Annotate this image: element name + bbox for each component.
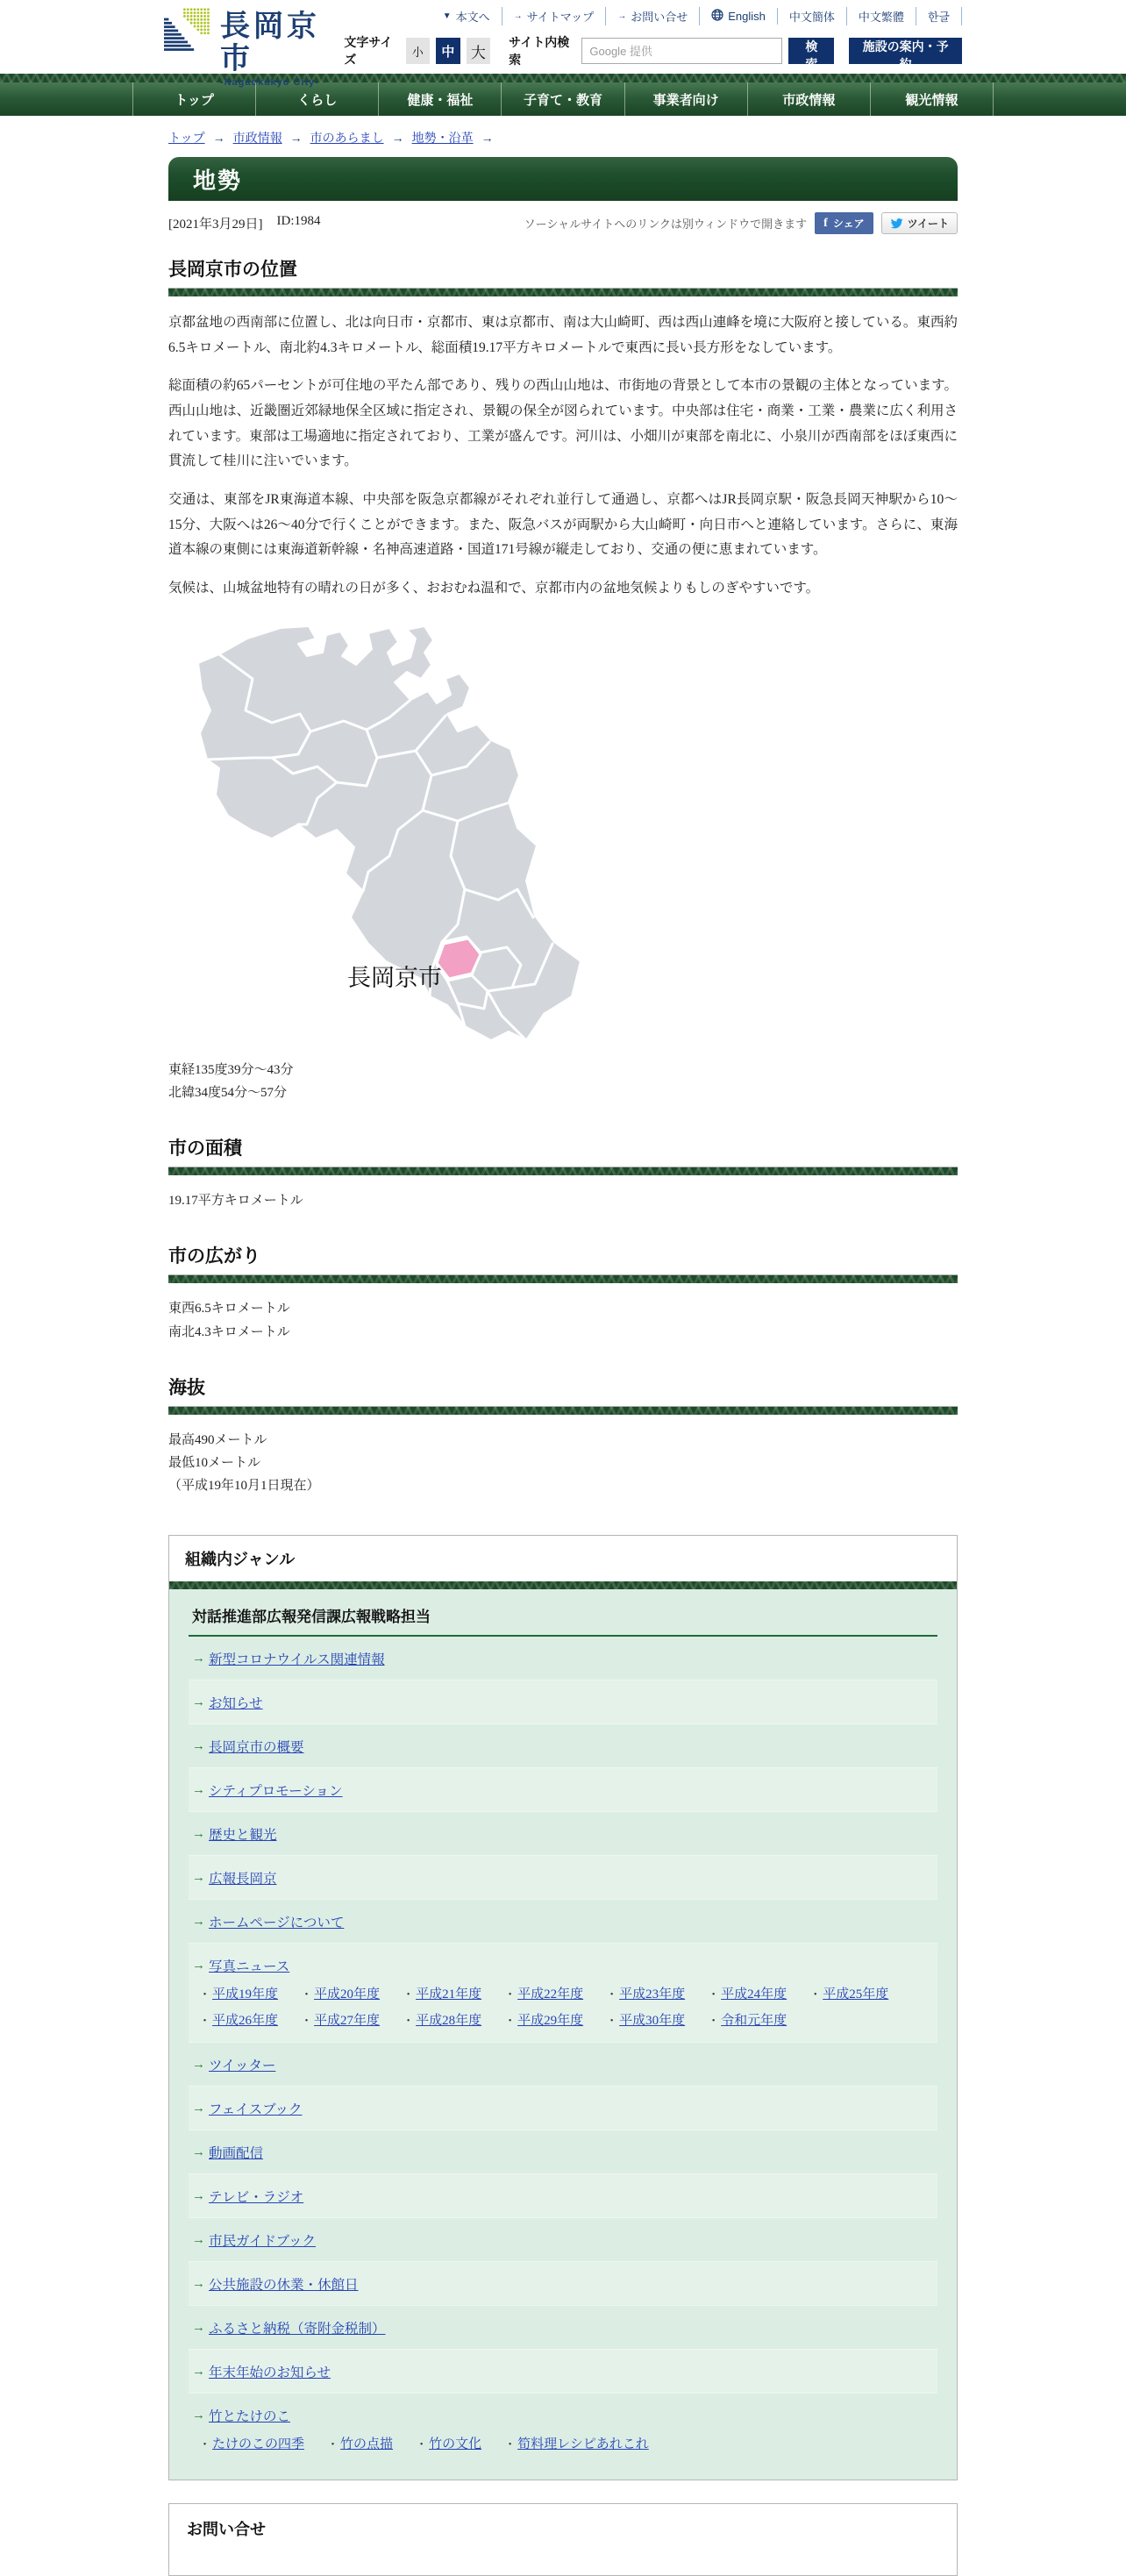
top-link-2[interactable] xyxy=(606,7,700,25)
search-input[interactable] xyxy=(581,38,782,64)
genre-link-row xyxy=(189,2173,937,2217)
genre-box-band xyxy=(169,1581,957,1589)
location-paragraphs xyxy=(168,310,958,602)
top-link-label: 中文繁體 xyxy=(858,11,904,24)
bullet-icon: ・ xyxy=(606,2013,618,2027)
meta-left xyxy=(168,214,321,232)
nav-item-6[interactable]: 観光情報 xyxy=(870,82,994,116)
bullet-icon: ・ xyxy=(301,1987,313,2001)
genre-link-row xyxy=(189,1855,937,1899)
genre-link-row xyxy=(189,2086,937,2130)
page-title-bar xyxy=(168,157,958,201)
twitter-icon xyxy=(890,218,903,229)
green-arrow-icon: → xyxy=(192,2232,205,2248)
publish-date: [2021年3月29日] xyxy=(168,218,263,232)
genre-link-row xyxy=(189,2393,937,2465)
extent-values xyxy=(168,1297,958,1344)
facility-guide-button[interactable]: 施設の案内・予約 xyxy=(849,38,962,64)
location-paragraph-0: 京都盆地の西南部に位置し、北は向日市・京都市、東は京都市、南は大山崎町、西は西山連峰を境に大阪府と接している。東西約6.5キロメートル、南北約4.3キロメートル、総面積19.17平方キロメートルで東西に長い長方形をなしています。 xyxy=(168,315,958,355)
genre-sublink-item xyxy=(301,1984,380,2002)
genre-link-main xyxy=(192,1780,934,1800)
top-link-label: English xyxy=(728,10,766,23)
genre-sublink[interactable]: 平成29年度 xyxy=(517,2013,584,2028)
genre-box-body xyxy=(169,1589,957,2480)
genre-link[interactable]: ふるさと納税（寄附金税制） xyxy=(209,2321,386,2337)
genre-box-title: 組織内ジャンル xyxy=(185,1550,296,1568)
genre-sublink[interactable]: 平成19年度 xyxy=(212,1987,279,2002)
genre-sublink[interactable]: 平成28年度 xyxy=(416,2013,482,2028)
genre-sublink[interactable]: 平成21年度 xyxy=(416,1987,482,2002)
genre-link-row xyxy=(189,2305,937,2349)
genre-link-main xyxy=(192,1912,934,1931)
genre-link-main xyxy=(192,1693,934,1712)
page-id: ID:1984 xyxy=(276,214,321,228)
genre-link-row xyxy=(189,2217,937,2261)
kyoto-prefecture-map-image xyxy=(168,626,624,1047)
genre-sublink-item xyxy=(606,2010,685,2029)
genre-link-main xyxy=(192,1824,934,1844)
facebook-share-button[interactable] xyxy=(815,212,873,234)
genre-link[interactable]: 歴史と観光 xyxy=(209,1827,277,1843)
meta-row xyxy=(168,212,958,234)
green-arrow-icon: → xyxy=(192,2144,205,2160)
genre-sublink-item xyxy=(301,2010,380,2029)
green-arrow-icon: → xyxy=(192,2276,205,2292)
logo-text xyxy=(220,5,344,88)
text-line: 最高490メートル xyxy=(168,1432,267,1447)
page-title: 地勢 xyxy=(193,167,243,194)
top-link-1[interactable] xyxy=(502,7,607,25)
top-link-0[interactable] xyxy=(431,7,502,25)
genre-link-main xyxy=(192,2230,934,2250)
genre-sublink[interactable]: 平成23年度 xyxy=(619,1987,686,2002)
genre-link-main xyxy=(192,2143,934,2162)
genre-sublink[interactable]: 平成30年度 xyxy=(619,2013,686,2028)
nav-item-4[interactable]: 事業者向け xyxy=(624,82,747,116)
bullet-icon: ・ xyxy=(199,2013,211,2027)
genre-link-row xyxy=(189,1680,937,1723)
breadcrumb-arrow-icon: → xyxy=(212,131,225,145)
text-line: 最低10メートル xyxy=(168,1456,261,1471)
contact-title: お問い合せ xyxy=(187,2520,266,2538)
breadcrumb-link-3[interactable]: 地勢・沿革 xyxy=(411,131,474,145)
contact-box xyxy=(168,2503,958,2576)
genre-link-main xyxy=(192,2055,934,2074)
green-arrow-icon: → xyxy=(192,1695,205,1710)
meta-right xyxy=(524,212,958,234)
green-arrow-icon: → xyxy=(192,1826,205,1842)
genre-sublink-item xyxy=(403,1984,481,2002)
section-band xyxy=(168,1167,958,1175)
green-arrow-icon: → xyxy=(192,1651,205,1666)
genre-link[interactable]: 広報長岡京 xyxy=(209,1871,277,1887)
prefecture-map xyxy=(168,626,624,1052)
site-header xyxy=(164,0,962,88)
genre-link[interactable]: フェイスブック xyxy=(209,2101,303,2117)
breadcrumb-link-1[interactable]: 市政情報 xyxy=(232,131,282,145)
bullet-icon: ・ xyxy=(327,2437,339,2451)
bullet-icon: ・ xyxy=(403,1987,415,2001)
bullet-icon: ・ xyxy=(504,2013,517,2027)
arrow-icon: → xyxy=(513,11,523,21)
genre-sublinks xyxy=(192,1984,934,2029)
genre-sublink-item xyxy=(416,2434,481,2452)
bullet-icon: ・ xyxy=(199,2437,211,2451)
bullet-icon: ・ xyxy=(606,1987,618,2001)
breadcrumb-arrow-icon: → xyxy=(289,131,303,145)
globe-icon-wrap xyxy=(711,9,723,24)
genre-link[interactable]: ホームページについて xyxy=(209,1915,345,1930)
genre-link-main xyxy=(192,1956,934,1975)
text-line: 東経135度39分～43分 xyxy=(168,1062,294,1077)
genre-link[interactable]: 長岡京市の概要 xyxy=(209,1739,304,1755)
green-arrow-icon: → xyxy=(192,1870,205,1886)
bullet-icon: ・ xyxy=(708,2013,720,2027)
top-link-4[interactable] xyxy=(778,7,847,25)
globe-icon xyxy=(711,9,723,21)
green-arrow-icon: → xyxy=(192,1914,205,1930)
city-logo-icon xyxy=(164,5,211,56)
breadcrumb xyxy=(168,129,958,146)
location-paragraph-3: 気候は、山城盆地特有の晴れの日が多く、おおむね温和で、京都市内の盆地気候よりもしのぎやすいです。 xyxy=(168,581,820,596)
genre-sublink[interactable]: 筍料理レシピあれこれ xyxy=(517,2437,649,2451)
genre-sublink[interactable]: 平成24年度 xyxy=(721,1987,787,2002)
genre-sublink-item xyxy=(504,1984,583,2002)
arrow-icon: → xyxy=(617,11,627,21)
genre-link-main xyxy=(192,1649,934,1668)
genre-link-main xyxy=(192,2187,934,2206)
genre-link-row xyxy=(189,1723,937,1767)
green-arrow-icon: → xyxy=(192,2364,205,2380)
bullet-icon: ・ xyxy=(301,2013,313,2027)
tweet-button[interactable] xyxy=(881,212,958,234)
nav-item-1[interactable]: くらし xyxy=(255,82,378,116)
site-title: 長岡京市 xyxy=(219,10,320,76)
genre-links xyxy=(189,1637,937,2465)
search-button[interactable]: 検索 xyxy=(788,38,834,64)
green-arrow-icon: → xyxy=(192,2188,205,2204)
top-link-label: お問い合せ xyxy=(631,11,688,24)
green-arrow-icon: → xyxy=(192,2320,205,2336)
green-arrow-icon: → xyxy=(192,1782,205,1798)
section-heading-location: 長岡京市の位置 xyxy=(168,255,958,289)
genre-sublink-item xyxy=(403,2010,481,2029)
genre-link[interactable]: 新型コロナウイルス関連情報 xyxy=(209,1652,385,1667)
font-size-label: 文字サイズ xyxy=(344,35,393,67)
text-line: 北緯34度54分～57分 xyxy=(168,1085,288,1100)
top-link-5[interactable] xyxy=(847,7,916,25)
main-nav-list xyxy=(132,82,994,116)
bullet-icon: ・ xyxy=(199,1987,211,2001)
green-arrow-icon: → xyxy=(192,1738,205,1754)
genre-sublink-item xyxy=(708,1984,787,2002)
genre-sublink-item xyxy=(504,2434,649,2452)
header-right xyxy=(344,5,962,71)
genre-sublink[interactable]: 竹の文化 xyxy=(429,2437,482,2451)
social-note: ソーシャルサイトへのリンクは別ウィンドウで開きます xyxy=(524,218,808,231)
genre-link[interactable]: 写真ニュース xyxy=(209,1959,290,1974)
font-size-large-button[interactable]: 大 xyxy=(467,38,491,64)
site-subtitle: -Nagaokakyo City- xyxy=(219,76,319,88)
genre-sublink[interactable]: 令和元年度 xyxy=(721,2013,787,2028)
genre-link[interactable]: 竹とたけのこ xyxy=(209,2408,291,2424)
tweet-label: ツイート xyxy=(907,218,949,230)
main-nav xyxy=(0,82,1126,116)
genre-link-main xyxy=(192,1868,934,1887)
genre-link-main xyxy=(192,2274,934,2294)
top-link-label: 本文へ xyxy=(455,11,490,24)
top-link-6[interactable] xyxy=(916,7,962,25)
nav-item-0[interactable]: トップ xyxy=(132,82,255,116)
genre-link[interactable]: シティプロモーション xyxy=(209,1783,343,1799)
top-link-label: 中文簡体 xyxy=(788,11,835,24)
genre-box xyxy=(168,1535,958,2480)
genre-sublink[interactable]: 竹の点描 xyxy=(340,2437,394,2451)
genre-link[interactable]: 動画配信 xyxy=(209,2145,264,2161)
down-arrow-icon: ▼ xyxy=(442,11,452,21)
section-heading-extent: 市の広がり xyxy=(168,1242,958,1275)
genre-link[interactable]: 年末年始のお知らせ xyxy=(209,2365,331,2380)
bullet-icon: ・ xyxy=(416,2437,428,2451)
location-paragraph-2: 交通は、東部をJR東海道本線、中央部を阪急京都線がそれぞれ並行して通過し、京都へはJR長岡京駅・阪急長岡天神駅から10～15分、大阪へは26～40分で行くことができます。また、阪急バスが両駅から大山崎町・向日市へと連絡しています。さらに、東海道本線の東側には東海道新幹線・名神高速道路・国道171号線が縦走しており、交通の便に恵まれています。 xyxy=(168,492,958,558)
genre-sublinks xyxy=(192,2434,934,2452)
genre-link-row xyxy=(189,1899,937,1943)
genre-sublink[interactable]: 平成25年度 xyxy=(823,1987,889,2002)
top-link-label: 한글 xyxy=(927,11,950,24)
genre-link-main xyxy=(192,2099,934,2118)
breadcrumb-link-0[interactable]: トップ xyxy=(168,131,205,145)
site-search-label: サイト内検索 xyxy=(509,35,570,67)
top-link-3[interactable] xyxy=(700,8,778,25)
genre-link-row xyxy=(189,2349,937,2393)
genre-link[interactable]: テレビ・ラジオ xyxy=(209,2189,304,2205)
green-arrow-icon: → xyxy=(192,2408,205,2423)
genre-sublink-item xyxy=(708,2010,787,2029)
genre-link[interactable]: 公共施設の休業・休館日 xyxy=(209,2277,359,2293)
breadcrumb-arrow-icon: → xyxy=(481,131,494,145)
genre-link-row xyxy=(189,1811,937,1855)
top-link-label: サイトマップ xyxy=(526,11,595,24)
map-label: 長岡京市 xyxy=(347,964,442,991)
genre-sublink[interactable]: たけのこの四季 xyxy=(212,2437,305,2451)
genre-sublink[interactable]: 平成20年度 xyxy=(314,1987,381,2002)
genre-link-main xyxy=(192,2362,934,2381)
genre-link-row xyxy=(189,1637,937,1680)
top-links xyxy=(431,7,962,25)
genre-sublink-item xyxy=(809,1984,888,2002)
text-line: 19.17平方キロメートル xyxy=(168,1194,303,1209)
font-size-small-button[interactable]: 小 xyxy=(406,38,431,64)
elevation-values xyxy=(168,1429,958,1498)
genre-sublink[interactable]: 平成27年度 xyxy=(314,2013,381,2028)
section-band xyxy=(168,289,958,296)
genre-sublink-item xyxy=(199,1984,278,2002)
genre-link-main xyxy=(192,2318,934,2337)
nav-item-2[interactable]: 健康・福祉 xyxy=(378,82,501,116)
genre-sublink-item xyxy=(199,2010,278,2029)
breadcrumb-arrow-icon: → xyxy=(391,131,404,145)
green-arrow-icon: → xyxy=(192,2057,205,2073)
bullet-icon: ・ xyxy=(809,1987,822,2001)
department-heading: 対話推進部広報発信課広報戦略担当 xyxy=(189,1593,937,1637)
green-arrow-icon: → xyxy=(192,2101,205,2116)
genre-link-main xyxy=(192,2406,934,2425)
genre-link-row xyxy=(189,1943,937,2042)
genre-sublink[interactable]: 平成22年度 xyxy=(517,1987,584,2002)
genre-link-row xyxy=(189,2042,937,2086)
genre-link[interactable]: 市民ガイドブック xyxy=(209,2233,316,2249)
section-band xyxy=(168,1275,958,1283)
nav-item-3[interactable]: 子育て・教育 xyxy=(501,82,624,116)
header-toolbar xyxy=(344,33,962,71)
genre-link[interactable]: ツイッター xyxy=(209,2058,276,2073)
location-paragraph-1: 総面積の約65パーセントが可住地の平たん部であり、残りの西山山地は、市街地の背景として本市の景観の主体となっています。西山山地は、近畿圏近郊緑地保全区域に指定され、景観の保全が図られています。中央部は住宅・商業・工業・農業に広く利用されています。東部は工場適地に指定されており、工業が盛んです。河川は、小畑川が東部を南北に、小泉川が西南部をほぼ東西に貫流して桂川に注いでいます。 xyxy=(168,378,958,469)
area-values xyxy=(168,1189,958,1212)
coordinates xyxy=(168,1059,958,1105)
bullet-icon: ・ xyxy=(708,1987,720,2001)
green-arrow-icon: → xyxy=(192,1958,205,1973)
text-line: 南北4.3キロメートル xyxy=(168,1324,290,1339)
text-line: 東西6.5キロメートル xyxy=(168,1302,290,1317)
bullet-icon: ・ xyxy=(504,2437,517,2451)
bullet-icon: ・ xyxy=(403,2013,415,2027)
font-size-medium-button[interactable]: 中 xyxy=(436,38,460,64)
genre-sublink-item xyxy=(504,2010,583,2029)
genre-link-row xyxy=(189,2130,937,2173)
genre-link-row xyxy=(189,1767,937,1811)
genre-sublink-item xyxy=(327,2434,393,2452)
breadcrumb-link-2[interactable]: 市のあらまし xyxy=(310,131,384,145)
genre-link-main xyxy=(192,1737,934,1756)
genre-sublink-item xyxy=(199,2434,304,2452)
section-band xyxy=(168,1407,958,1415)
genre-link[interactable]: お知らせ xyxy=(209,1695,263,1711)
section-heading-elevation: 海抜 xyxy=(168,1374,958,1407)
share-label: シェア xyxy=(832,218,865,230)
site-logo[interactable] xyxy=(164,5,344,88)
genre-sublink-item xyxy=(606,1984,685,2002)
nav-item-5[interactable]: 市政情報 xyxy=(747,82,870,116)
facebook-icon: f xyxy=(823,216,828,230)
genre-link-row xyxy=(189,2261,937,2305)
text-line: （平成19年10月1日現在） xyxy=(168,1479,320,1494)
bullet-icon: ・ xyxy=(504,1987,517,2001)
section-heading-area: 市の面積 xyxy=(168,1134,958,1167)
genre-sublink[interactable]: 平成26年度 xyxy=(212,2013,279,2028)
